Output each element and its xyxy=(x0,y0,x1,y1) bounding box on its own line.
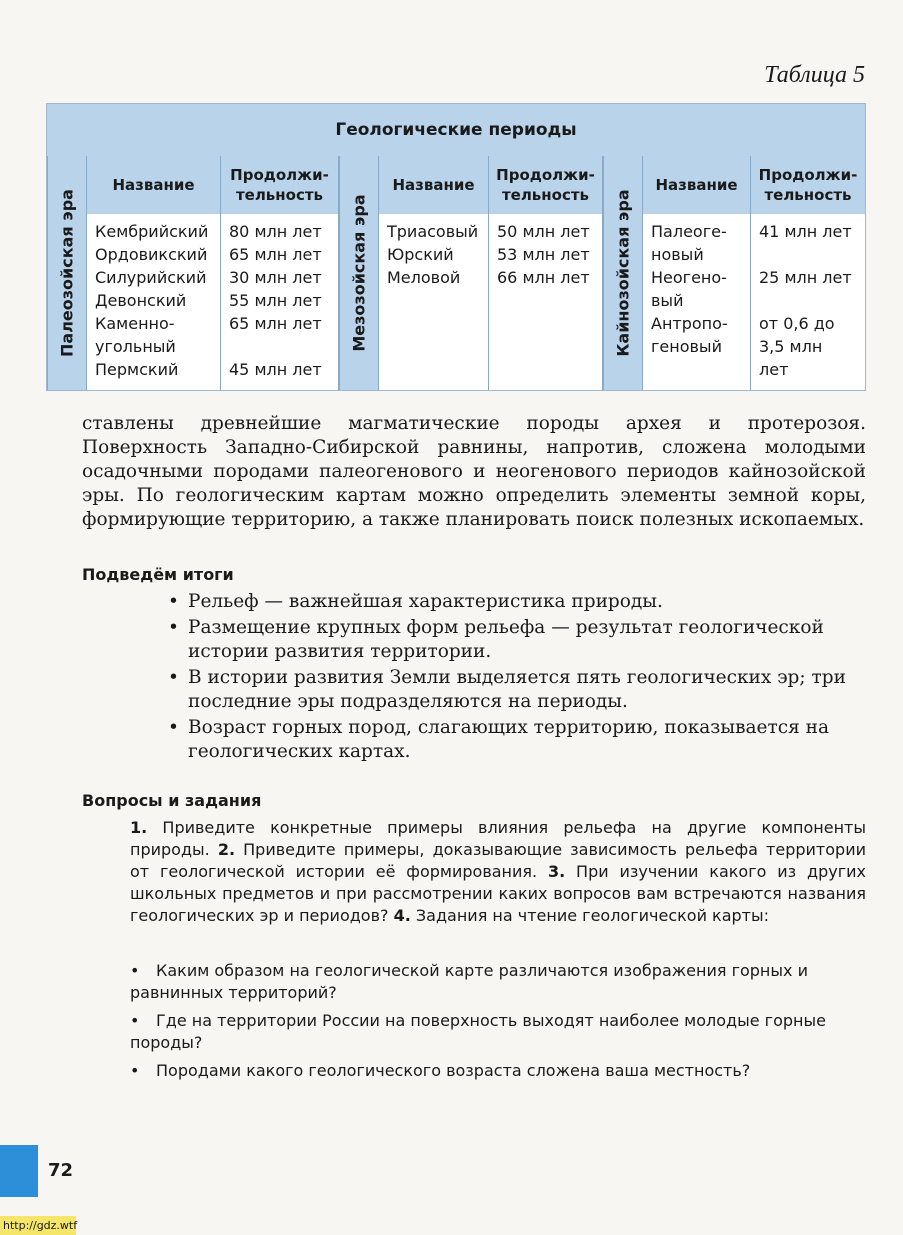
page-number: 72 xyxy=(48,1160,74,1181)
header-duration: Продолжи- тельность xyxy=(221,156,339,214)
summary-item: • Рельеф — важнейшая характеристика природы. xyxy=(168,590,866,614)
table-cell-line: Меловой xyxy=(387,268,461,287)
table-cell-line: 66 млн лет xyxy=(497,268,590,287)
summary-item: • В истории развития Земли выделяется пять геологических эр; три последние эры подразделяются на периоды. xyxy=(168,666,866,714)
question-number: 4. xyxy=(393,906,411,925)
body-paragraph: ставлены древнейшие магматические породы архея и протерозоя. Поверхность Западно-Сибирской равнины, напротив, сложена молодыми осадочными породами палеогенового и неогенового периодов кайнозойской эры. По геологическим картам можно определить элементы земной коры, формирующие территорию, а также планировать поиск полезных ископаемых. xyxy=(82,413,866,530)
table-cell-line: 55 млн лет xyxy=(229,291,322,310)
table-cell-line: Каменно- xyxy=(95,314,175,333)
table-caption: Таблица 5 xyxy=(764,62,865,88)
table-cell-line: Пермский xyxy=(95,360,179,379)
table-cell-line: 45 млн лет xyxy=(229,360,322,379)
map-question: • Породами какого геологического возраста сложена ваша местность? xyxy=(130,1061,751,1080)
question-text: Приведите примеры, доказывающие зависимость рельефа территории от геологической истории её формирования. xyxy=(130,840,866,881)
table-cell-line: 65 млн лет xyxy=(229,245,322,264)
map-question: • Каким образом на геологической карте различаются изображения горных и равнинных территорий? xyxy=(130,961,808,1002)
question-number: 3. xyxy=(547,862,566,881)
era-label: Палеозойская эра xyxy=(57,189,77,357)
period-durations-cenozoic xyxy=(751,214,865,390)
table-cell-line: угольный xyxy=(95,337,176,356)
summary-heading: Подведём итоги xyxy=(82,565,234,584)
table-cell-line: 25 млн лет xyxy=(759,268,852,287)
header-name: Название xyxy=(87,156,221,214)
era-column-paleozoic xyxy=(47,156,87,390)
table-cell-line: 80 млн лет xyxy=(229,222,322,241)
era-label: Кайнозойская эра xyxy=(613,189,633,357)
era-column-mesozoic xyxy=(339,156,379,390)
table-cell-line xyxy=(229,335,330,358)
era-column-cenozoic xyxy=(603,156,643,390)
table-title: Геологические периоды xyxy=(47,104,865,156)
header-duration: Продолжи- тельность xyxy=(489,156,603,214)
period-names-paleozoic xyxy=(87,214,221,390)
table-cell-line: Силурийский xyxy=(95,268,207,287)
summary-item: • Возраст горных пород, слагающих территорию, показывается на геологических картах. xyxy=(168,716,866,764)
period-durations-mesozoic xyxy=(489,214,603,390)
header-duration: Продолжи- тельность xyxy=(751,156,865,214)
table-cell-line: 50 млн лет xyxy=(497,222,590,241)
summary-list xyxy=(168,590,866,766)
table-cell-line: 41 млн лет xyxy=(759,222,852,241)
map-questions-list xyxy=(130,960,866,1088)
era-label: Мезозойская эра xyxy=(349,194,369,352)
table-cell-line xyxy=(759,289,857,312)
geological-periods-table xyxy=(46,103,866,391)
question-text: При изучении какого из других школьных предметов и при рассмотрении каких вопросов вам встречаются названия геологических эр и периодов? xyxy=(130,862,866,925)
table-cell-line: 3,5 млн xyxy=(759,337,823,356)
table-cell-line: Неогено- xyxy=(651,268,727,287)
table-cell-line: геновый xyxy=(651,337,722,356)
period-durations-paleozoic xyxy=(221,214,339,390)
table-cell-line: Кембрийский xyxy=(95,222,209,241)
header-name: Название xyxy=(643,156,751,214)
table-cell-line xyxy=(759,243,857,266)
table-cell-line: Палеоге- xyxy=(651,222,727,241)
question-number: 2. xyxy=(217,840,236,859)
table-cell-line: Юрский xyxy=(387,245,454,264)
watermark-link[interactable]: http://gdz.wtf xyxy=(0,1216,76,1235)
page-marker-bar xyxy=(0,1145,38,1197)
table-cell-line: Триасовый xyxy=(387,222,479,241)
table-cell-line: 53 млн лет xyxy=(497,245,590,264)
question-text: Задания на чтение геологической карты: xyxy=(410,906,770,925)
table-cell-line: Девонский xyxy=(95,291,187,310)
table-cell-line: Ордовикский xyxy=(95,245,208,264)
table-cell-line: лет xyxy=(759,360,789,379)
table-cell-line: 65 млн лет xyxy=(229,314,322,333)
period-names-mesozoic xyxy=(379,214,489,390)
table-cell-line: Антропо- xyxy=(651,314,728,333)
summary-item: • Размещение крупных форм рельефа — результат геологической истории развития территории. xyxy=(168,616,866,664)
table-cell-line: новый xyxy=(651,245,704,264)
table-cell-line: от 0,6 до xyxy=(759,314,835,333)
header-name: Название xyxy=(379,156,489,214)
questions-text xyxy=(130,817,866,927)
question-text: Приведите конкретные примеры влияния рельефа на другие компоненты природы. xyxy=(130,818,866,859)
period-names-cenozoic xyxy=(643,214,751,390)
questions-heading: Вопросы и задания xyxy=(82,791,262,810)
table-cell-line: вый xyxy=(651,291,684,310)
question-number: 1. xyxy=(130,818,148,837)
map-question: • Где на территории России на поверхность выходят наиболее молодые горные породы? xyxy=(130,1011,826,1052)
table-cell-line: 30 млн лет xyxy=(229,268,322,287)
